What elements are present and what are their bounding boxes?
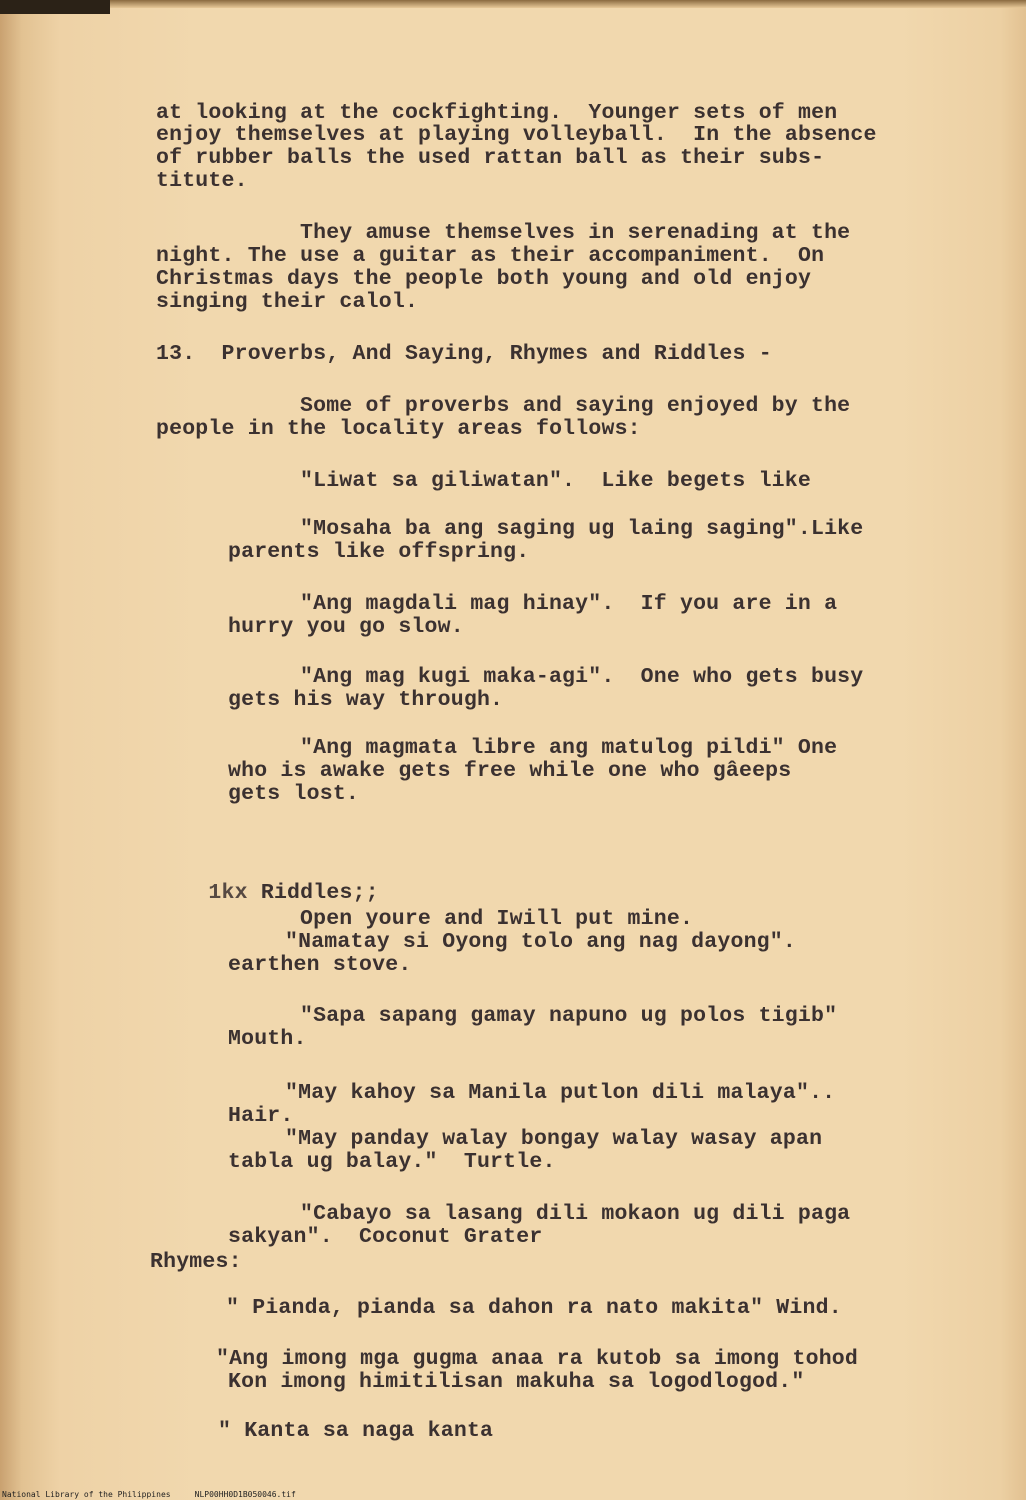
riddle-line: Mouth. [228,1027,307,1051]
proverb-line: parents like offspring. [228,540,530,564]
proverb-line: hurry you go slow. [228,615,464,639]
riddle-line: earthen stove. [228,953,412,977]
riddles-label: Riddles;; [260,881,379,905]
proverb-line: gets his way through. [228,688,504,712]
proverb-line: who is awake gets free while one who gâeeps [228,759,792,783]
text-line: They amuse themselves in serenading at the [300,221,851,245]
proverb-line: "Liwat sa giliwatan". Like begets like [300,469,811,493]
riddle-line: "Sapa sapang gamay napuno ug polos tigib" [300,1004,838,1028]
text-line: enjoy themselves at playing volleyball. In the absence [156,123,877,147]
rhyme-line: Kon imong himitilisan makuha sa logodlogod." [228,1370,805,1394]
proverb-line: "Mosaha ba ang saging ug laing saging".Like [300,517,864,541]
section-heading: 13. Proverbs, And Saying, Rhymes and Riddles - [156,342,772,366]
riddle-line: Open youre and Iwill put mine. [300,907,694,931]
riddle-line: tabla ug balay." Turtle. [228,1150,556,1174]
riddle-line: "Namatay si Oyong tolo ang nag dayong". [285,930,796,954]
text-line: Christmas days the people both young and old enjoy [156,267,812,291]
proverb-line: "Ang magmata libre ang matulog pildi" One [300,736,838,760]
text-line: Some of proverbs and saying enjoyed by the [300,394,851,418]
riddle-line: "May kahoy sa Manila putlon dili malaya".. [285,1081,836,1105]
rhyme-line: " Kanta sa naga kanta [218,1419,494,1443]
proverb-line: "Ang magdali mag hinay". If you are in a [300,592,838,616]
proverb-line: "Ang mag kugi maka-agi". One who gets busy [300,665,864,689]
text-line: people in the locality areas follows: [156,417,641,441]
riddle-line: "May panday walay bongay walay wasay apan [285,1127,823,1151]
riddle-line: Hair. [228,1104,294,1128]
riddle-line: "Cabayo sa lasang dili mokaon ug dili paga [300,1202,851,1226]
page-top-edge [0,0,1026,8]
text-line: night. The use a guitar as their accompaniment. On [156,244,825,268]
struck-text: 1kx [208,881,261,905]
scan-corner [0,0,110,14]
riddle-line: sakyan". Coconut Grater [228,1225,543,1249]
rhymes-heading: Rhymes: [150,1250,242,1274]
proverb-line: gets lost. [228,782,360,806]
text-line: at looking at the cockfighting. Younger sets of men [156,101,838,125]
rhyme-line: " Pianda, pianda sa dahon ra nato makita" Wind. [226,1296,842,1320]
rhyme-line: "Ang imong mga gugma anaa ra kutob sa imong tohod [216,1347,859,1371]
scan-footer: National Library of the Philippines NLP00HH0D1B050046.tif [2,1490,296,1499]
text-line: titute. [156,169,248,193]
text-line: of rubber balls the used rattan ball as their subs- [156,146,825,170]
text-line: singing their calol. [156,290,419,314]
